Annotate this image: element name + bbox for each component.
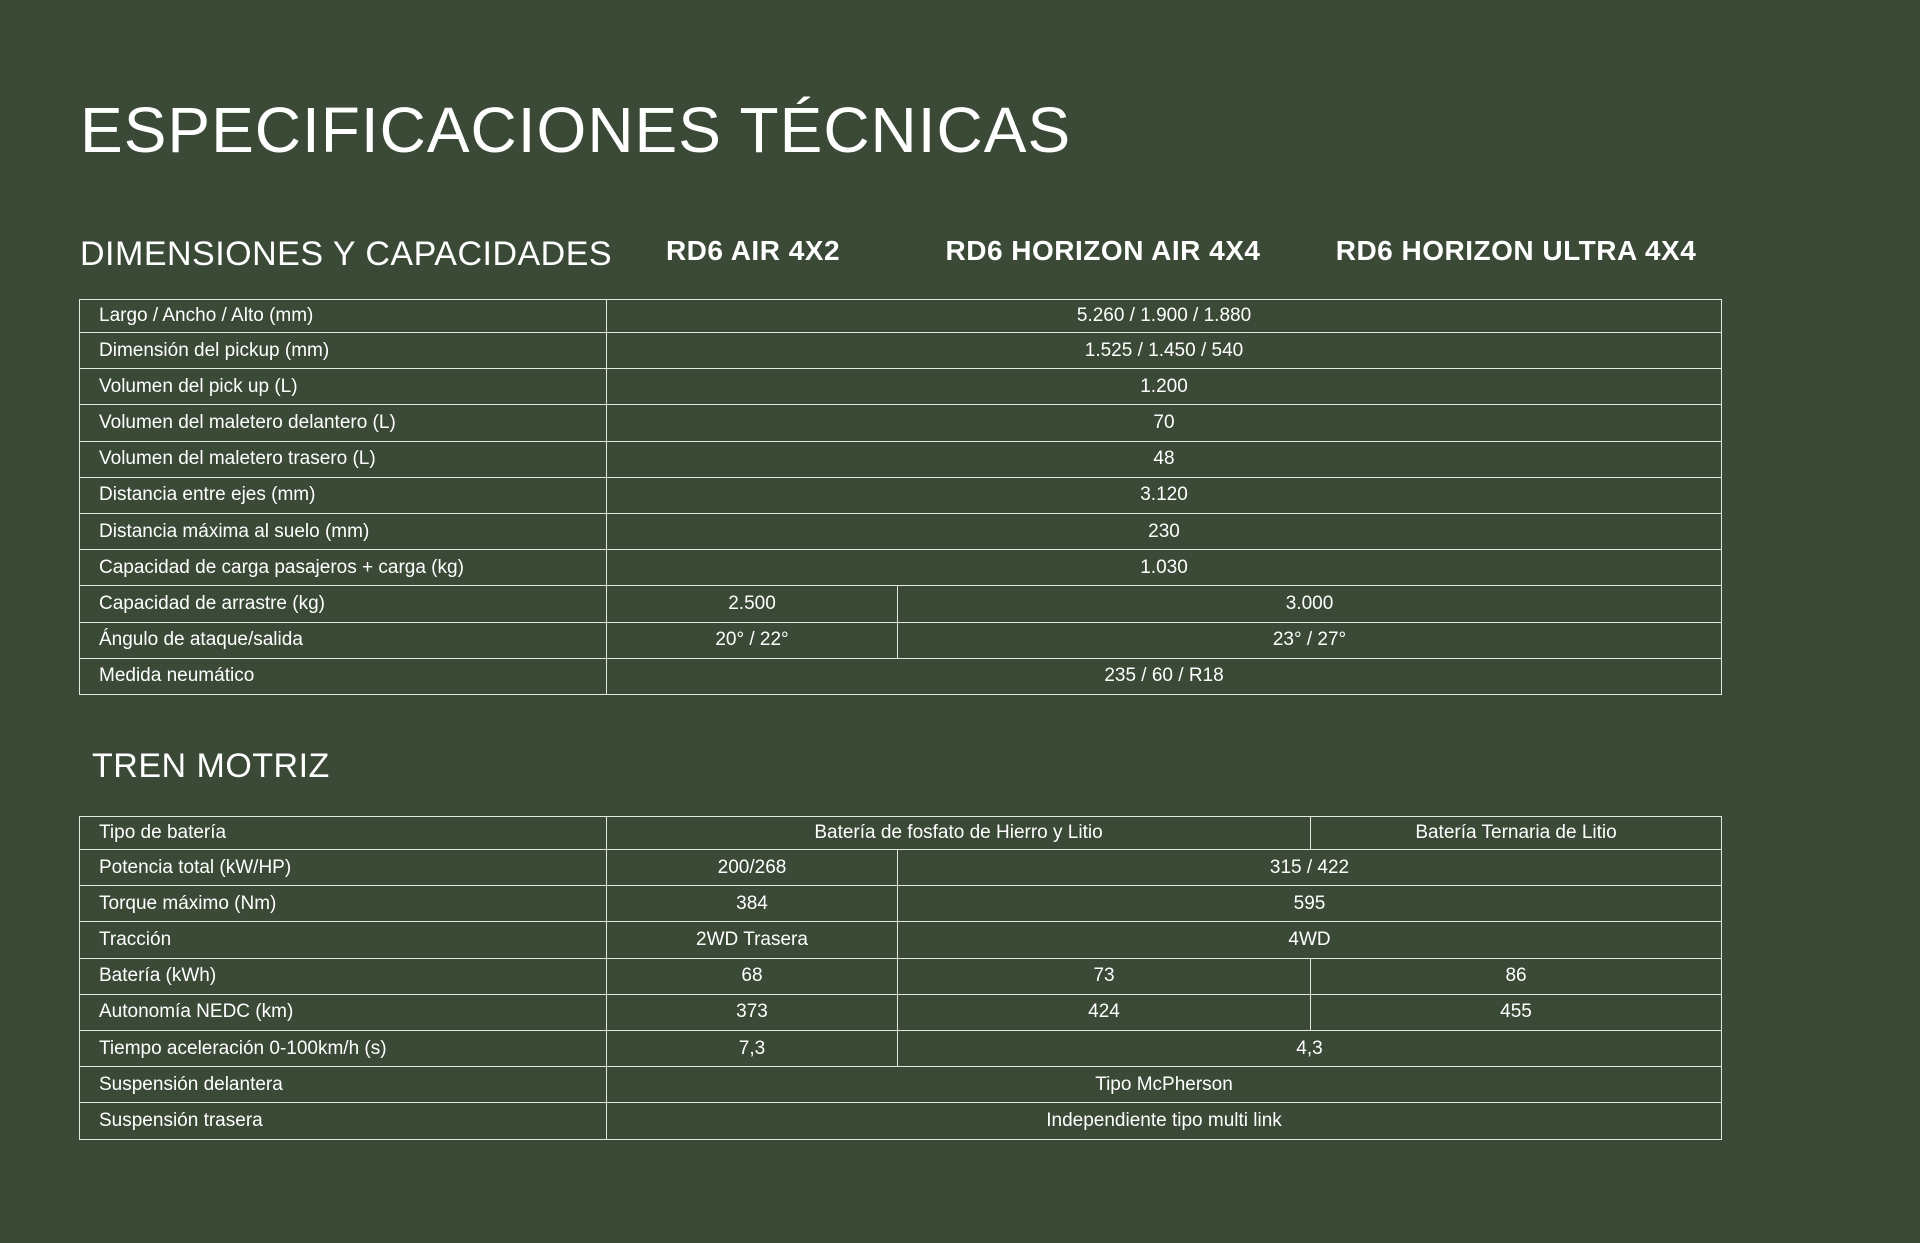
section-title-dimensiones: DIMENSIONES Y CAPACIDADES (80, 235, 613, 273)
row-value-horizon: 23° / 27° (898, 622, 1722, 658)
row-value-horizon: 4WD (898, 922, 1722, 958)
page-title: ESPECIFICACIONES TÉCNICAS (80, 94, 1072, 166)
table-row (80, 850, 1722, 886)
row-value-ultra: Batería Ternaria de Litio (1311, 817, 1722, 850)
row-value-air: 68 (607, 958, 898, 994)
row-label: Distancia entre ejes (mm) (80, 477, 607, 513)
row-value-air: 373 (607, 994, 898, 1030)
table-row (80, 994, 1722, 1030)
table-row (80, 300, 1722, 333)
model-header-rd6-horizon-air-4x4: RD6 HORIZON AIR 4X4 (945, 235, 1261, 266)
row-value: 235 / 60 / R18 (607, 658, 1722, 694)
row-value-ultra: 455 (1311, 994, 1722, 1030)
table-row (80, 405, 1722, 441)
tren-motriz-table (79, 816, 1722, 1140)
row-value: 3.120 (607, 477, 1722, 513)
row-value-air: 7,3 (607, 1030, 898, 1066)
table-row (80, 369, 1722, 405)
row-value: 5.260 / 1.900 / 1.880 (607, 300, 1722, 333)
table-row (80, 886, 1722, 922)
row-label: Batería (kWh) (80, 958, 607, 994)
dimensions-table (79, 299, 1722, 695)
table-row (80, 817, 1722, 850)
row-value-air: 384 (607, 886, 898, 922)
row-value-air: 200/268 (607, 850, 898, 886)
row-label: Dimensión del pickup (mm) (80, 333, 607, 369)
row-label: Ángulo de ataque/salida (80, 622, 607, 658)
row-value: Independiente tipo multi link (607, 1103, 1722, 1139)
row-value-ultra: 86 (1311, 958, 1722, 994)
model-header-rd6-air-4x2: RD6 AIR 4X2 (665, 235, 841, 266)
row-value-horizon-air: 73 (898, 958, 1311, 994)
row-value: 1.200 (607, 369, 1722, 405)
row-label: Distancia máxima al suelo (mm) (80, 513, 607, 549)
row-value-air: 20° / 22° (607, 622, 898, 658)
table-row (80, 586, 1722, 622)
table-row (80, 922, 1722, 958)
table-row (80, 1030, 1722, 1066)
row-label: Autonomía NEDC (km) (80, 994, 607, 1030)
row-label: Volumen del maletero trasero (L) (80, 441, 607, 477)
row-value-horizon-air: 424 (898, 994, 1311, 1030)
table-row (80, 333, 1722, 369)
row-label: Suspensión trasera (80, 1103, 607, 1139)
row-label: Capacidad de carga pasajeros + carga (kg) (80, 550, 607, 586)
row-label: Tipo de batería (80, 817, 607, 850)
row-label: Largo / Ancho / Alto (mm) (80, 300, 607, 333)
row-value-horizon: 315 / 422 (898, 850, 1722, 886)
table-row (80, 513, 1722, 549)
row-value: 1.030 (607, 550, 1722, 586)
row-label: Suspensión delantera (80, 1067, 607, 1103)
row-label: Tracción (80, 922, 607, 958)
row-value-horizon: 595 (898, 886, 1722, 922)
row-label: Volumen del pick up (L) (80, 369, 607, 405)
table-row (80, 1103, 1722, 1139)
table-row (80, 622, 1722, 658)
row-label: Medida neumático (80, 658, 607, 694)
model-header-rd6-horizon-ultra-4x4: RD6 HORIZON ULTRA 4X4 (1335, 235, 1697, 266)
row-value: 48 (607, 441, 1722, 477)
row-value-air-horizon-air: Batería de fosfato de Hierro y Litio (607, 817, 1311, 850)
table-row (80, 658, 1722, 694)
row-label: Torque máximo (Nm) (80, 886, 607, 922)
row-value: 1.525 / 1.450 / 540 (607, 333, 1722, 369)
row-label: Potencia total (kW/HP) (80, 850, 607, 886)
row-value: 70 (607, 405, 1722, 441)
row-value-horizon: 3.000 (898, 586, 1722, 622)
section-title-tren-motriz: TREN MOTRIZ (92, 747, 330, 785)
row-value-horizon: 4,3 (898, 1030, 1722, 1066)
table-row (80, 477, 1722, 513)
row-label: Tiempo aceleración 0-100km/h (s) (80, 1030, 607, 1066)
row-value: 230 (607, 513, 1722, 549)
row-label: Volumen del maletero delantero (L) (80, 405, 607, 441)
table-row (80, 1067, 1722, 1103)
row-value: Tipo McPherson (607, 1067, 1722, 1103)
row-label: Capacidad de arrastre (kg) (80, 586, 607, 622)
table-row (80, 441, 1722, 477)
table-row (80, 550, 1722, 586)
row-value-air: 2.500 (607, 586, 898, 622)
row-value-air: 2WD Trasera (607, 922, 898, 958)
table-row (80, 958, 1722, 994)
